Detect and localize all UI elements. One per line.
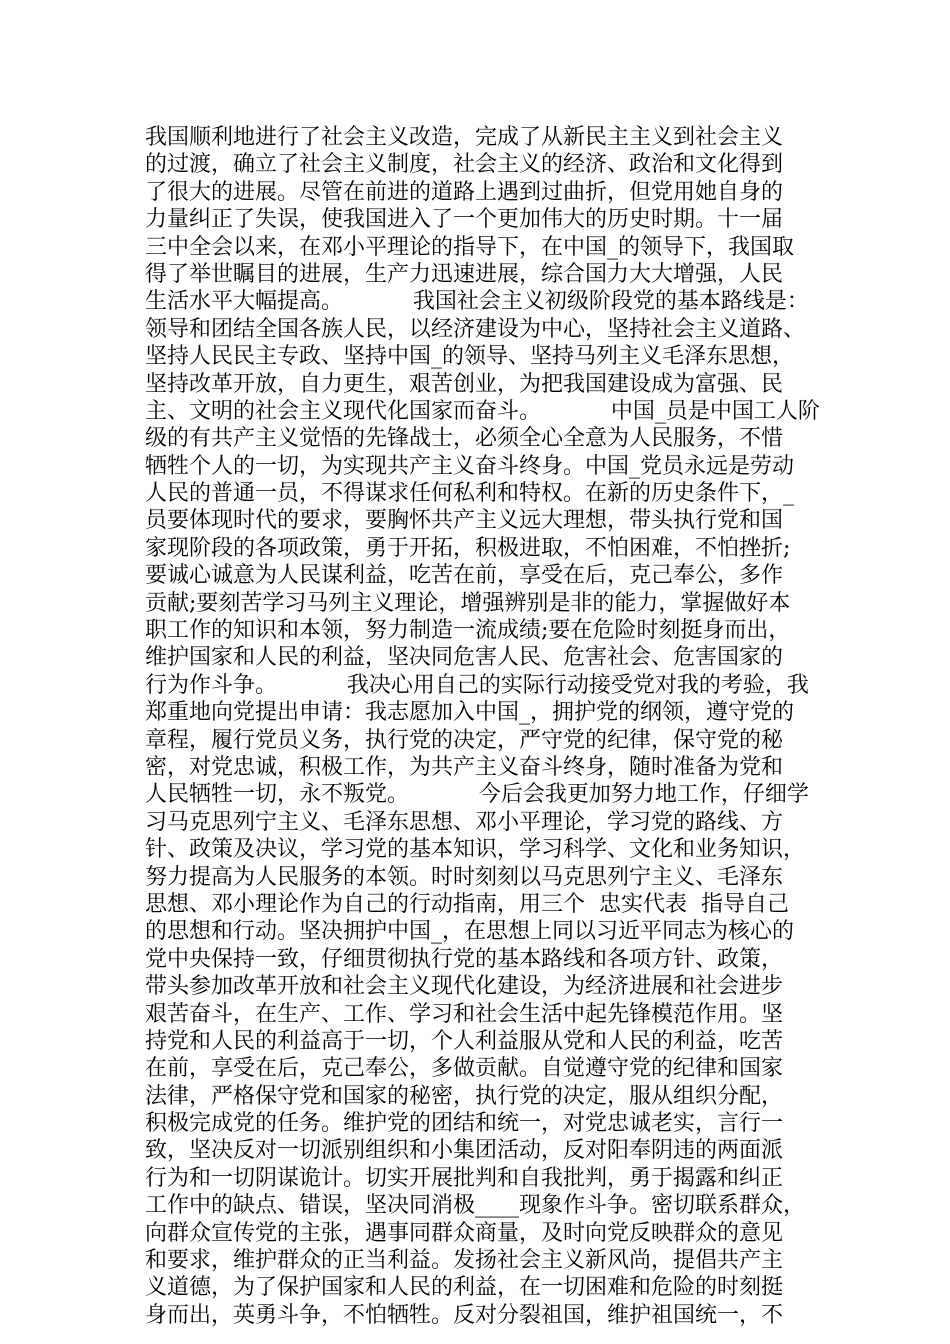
text-line: 习马克思列宁主义、毛泽东思想、邓小平理论，学习党的路线、方: [145, 809, 784, 835]
text-line: 积极完成党的任务。维护党的团结和统一，对党忠诚老实，言行一: [145, 1111, 784, 1137]
text-line: 三中全会以来，在邓小平理论的指导下，在中国_的领导下，我国取: [145, 234, 795, 260]
text-line: 密，对党忠诚，积极工作，为共产主义奋斗终身，随时准备为党和: [145, 754, 784, 780]
text-line: 坚持改革开放，自力更生，艰苦创业，为把我国建设成为富强、民: [145, 371, 784, 397]
text-line: 的过渡，确立了社会主义制度，社会主义的经济、政治和文化得到: [145, 152, 784, 178]
text-line: 了很大的进展。尽管在前进的道路上遇到过曲折，但党用她自身的: [145, 179, 784, 205]
text-line: 主、文明的社会主义现代化国家而奋斗。 中国_员是中国工人阶: [145, 398, 820, 424]
text-line: 领导和团结全国各族人民，以经济建设为中心，坚持社会主义道路、: [145, 316, 806, 342]
text-line: 贡献;要刻苦学习马列主义理论，增强辨别是非的能力，掌握做好本: [145, 590, 791, 616]
text-line: 工作中的缺点、错误，坚决同消极____现象作斗争。密切联系群众，: [145, 1193, 806, 1219]
text-line: 带头参加改革开放和社会主义现代化建设，为经济进展和社会进步: [145, 974, 784, 1000]
text-line: 级的有共产主义觉悟的先锋战士，必须全心全意为人民服务，不惜: [145, 426, 784, 452]
body-text: [145, 124, 825, 1329]
text-line: 艰苦奋斗，在生产、工作、学习和社会生活中起先锋模范作用。坚: [145, 1001, 784, 1027]
text-line: 行为和一切阴谋诡计。切实开展批判和自我批判，勇于揭露和纠正: [145, 1165, 784, 1191]
text-line: 向群众宣传党的主张，遇事同群众商量，及时向党反映群众的意见: [145, 1220, 784, 1246]
text-line: 行为作斗争。 我决心用自己的实际行动接受党对我的考验，我: [145, 672, 809, 698]
text-line: 身而出，英勇斗争，不怕牺牲。反对分裂祖国，维护祖国统一，不: [145, 1302, 784, 1328]
text-line: 员要体现时代的要求，要胸怀共产主义远大理想，带头执行党和国: [145, 508, 784, 534]
text-line: 义道德，为了保护国家和人民的利益，在一切困难和危险的时刻挺: [145, 1275, 784, 1301]
text-line: 思想、邓小理论作为自己的行动指南，用三个 忠实代表 指导自己: [145, 891, 789, 917]
text-line: 致，坚决反对一切派别组织和小集团活动，反对阳奉阴违的两面派: [145, 1138, 784, 1164]
text-line: 职工作的知识和本领，努力制造一流成绩;要在危险时刻挺身而出，: [145, 618, 791, 644]
text-line: 法律，严格保守党和国家的秘密，执行党的决定，服从组织分配，: [145, 1083, 784, 1109]
text-line: 在前，享受在后，克己奉公，多做贡献。自觉遵守党的纪律和国家: [145, 1056, 784, 1082]
text-line: 章程，履行党员义务，执行党的决定，严守党的纪律，保守党的秘: [145, 727, 784, 753]
text-line: 维护国家和人民的利益，坚决同危害人民、危害社会、危害国家的: [145, 645, 784, 671]
text-line: 坚持人民民主专政、坚持中国_的领导、坚持马列主义毛泽东思想，: [145, 344, 795, 370]
text-line: 家现阶段的各项政策，勇于开拓，积极进取，不怕困难，不怕挫折;: [145, 535, 791, 561]
text-line: 要诚心诚意为人民谋利益，吃苦在前，享受在后，克己奉公，多作: [145, 563, 784, 589]
text-line: 牺牲个人的一切，为实现共产主义奋斗终身。中国_党员永远是劳动: [145, 453, 795, 479]
text-line: 生活水平大幅提高。 我国社会主义初级阶段党的基本路线是：: [145, 289, 809, 315]
text-line: 党中央保持一致，仔细贯彻执行党的基本路线和各项方针、政策，: [145, 946, 784, 972]
text-line: 持党和人民的利益高于一切，个人利益服从党和人民的利益，吃苦: [145, 1028, 784, 1054]
text-line: 针、政策及决议，学习党的基本知识，学习科学、文化和业务知识，: [145, 837, 806, 863]
text-line: 人民牺牲一切，永不叛党。 今后会我更加努力地工作，仔细学: [145, 782, 809, 808]
text-line: 努力提高为人民服务的本领。时时刻刻以马克思列宁主义、毛泽东: [145, 864, 784, 890]
text-line: 的思想和行动。坚决拥护中国_，在思想上同以习近平同志为核心的: [145, 919, 795, 945]
text-line: 得了举世瞩目的进展，生产力迅速进展，综合国力大大增强，人民: [145, 261, 784, 287]
text-line: 郑重地向党提出申请：我志愿加入中国_，拥护党的纲领，遵守党的: [145, 700, 795, 726]
text-line: 人民的普通一员，不得谋求任何私利和特权。在新的历史条件下，_: [145, 481, 795, 507]
text-line: 力量纠正了失误，使我国进入了一个更加伟大的历史时期。十一届: [145, 207, 784, 233]
text-line: 我国顺利地进行了社会主义改造，完成了从新民主主义到社会主义: [145, 125, 784, 150]
text-line: 和要求，维护群众的正当利益。发扬社会主义新风尚，提倡共产主: [145, 1248, 784, 1274]
